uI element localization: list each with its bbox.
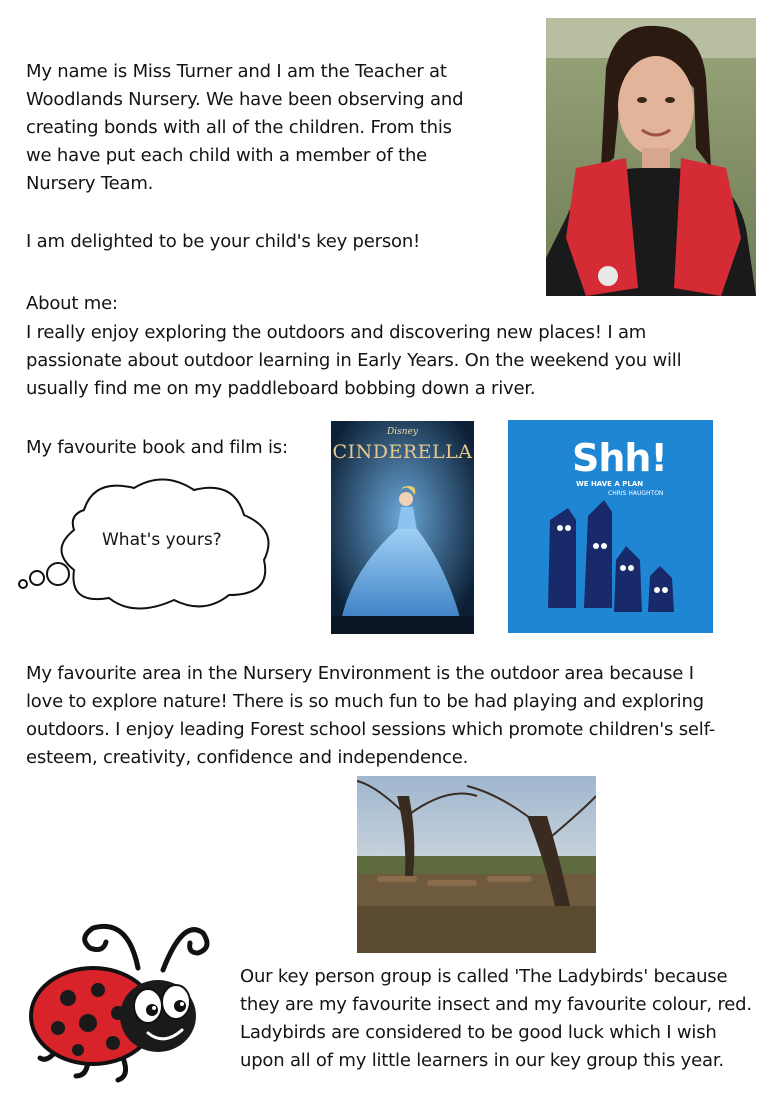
shh-book-cover bbox=[508, 420, 713, 633]
cinderella-poster bbox=[331, 421, 474, 634]
film-brand: Disney bbox=[387, 427, 418, 437]
film-title: CINDERELLA bbox=[332, 441, 473, 463]
bubble-text: What's yours? bbox=[102, 530, 222, 550]
teacher-photo bbox=[546, 18, 756, 296]
book-author: CHRIS HAUGHTON bbox=[608, 490, 664, 497]
outdoor-area-photo bbox=[357, 776, 596, 953]
area-paragraph: My favourite area in the Nursery Environment is the outdoor area because I love to explore nature! There is so much fun to be had playing and exploring outdoors. I enjoy leading Forest school sessions which promote children's self-esteem, creativity, confidence and independence. bbox=[26, 663, 716, 768]
intro-paragraph: My name is Miss Turner and I am the Teacher at Woodlands Nursery. We have been observing and creating bonds with all of the children. From this we have put each child with a member of the Nursery Team. bbox=[26, 61, 464, 194]
delighted-line: I am delighted to be your child's key person! bbox=[26, 231, 421, 252]
favourites-label: My favourite book and film is: bbox=[26, 437, 288, 458]
ladybird-illustration bbox=[18, 898, 218, 1088]
about-body: I really enjoy exploring the outdoors and discovering new places! I am passionate about outdoor learning in Early Years. On the weekend you will usually find me on my paddleboard bobbing down a river. bbox=[26, 322, 682, 399]
about-heading: About me: bbox=[26, 293, 118, 314]
thought-bubble bbox=[14, 470, 284, 615]
book-subtitle: WE HAVE A PLAN bbox=[576, 480, 644, 488]
book-title: Shh! bbox=[572, 436, 667, 480]
group-paragraph: Our key person group is called 'The Ladybirds' because they are my favourite insect and my favourite colour, red. Ladybirds are considered to be good luck which I wish upon all of my little learners in our key group this year. bbox=[240, 966, 752, 1071]
